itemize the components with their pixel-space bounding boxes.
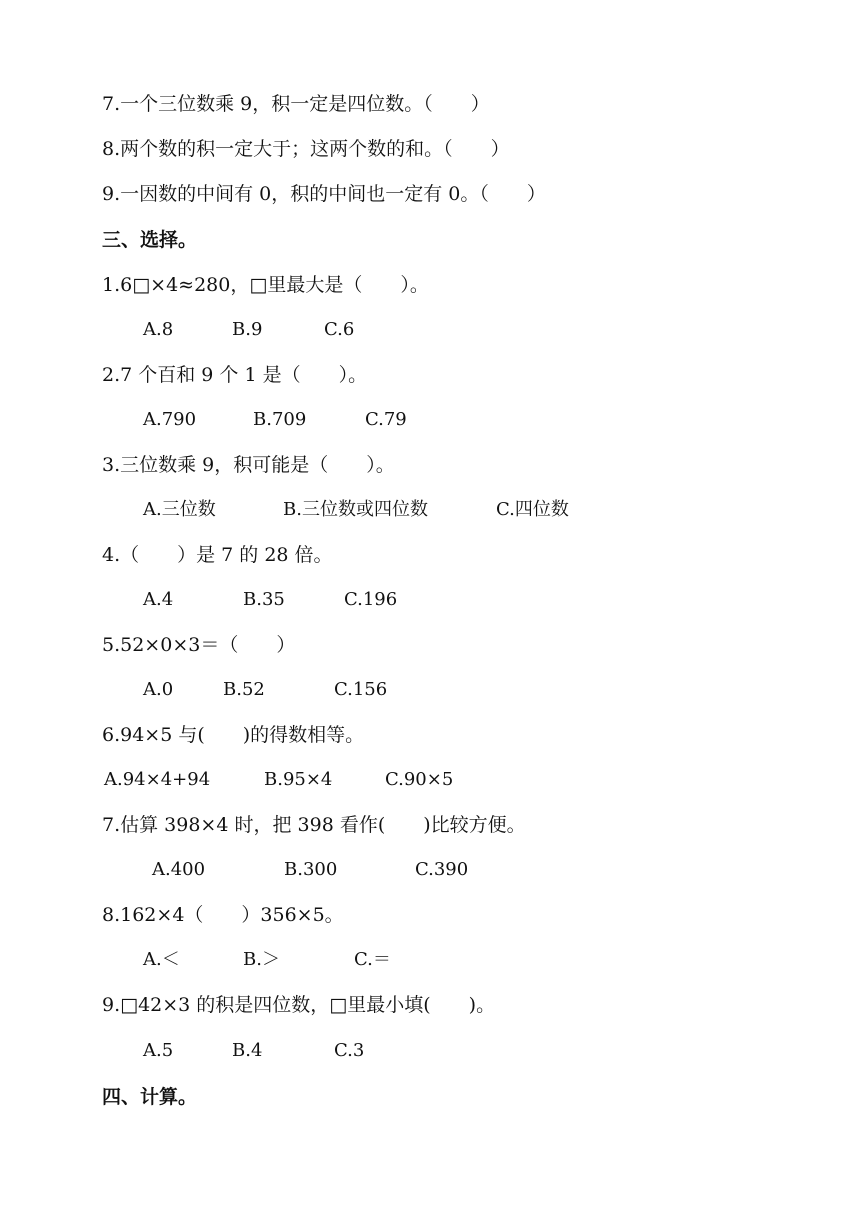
option-3c: C.四位数: [496, 499, 569, 520]
option-2b: B.709: [253, 409, 307, 430]
option-3a: A.三位数: [143, 499, 216, 520]
option-9c: C.3: [334, 1040, 365, 1061]
question-6: 6.94×5 与( )的得数相等。: [102, 724, 365, 746]
option-5a: A.0: [143, 679, 174, 700]
judge-item-9: 9.一因数的中间有 0，积的中间也一定有 0。（ ）: [102, 183, 546, 205]
option-6c: C.90×5: [385, 769, 454, 790]
option-9b: B.4: [232, 1040, 263, 1061]
judge-item-7: 7.一个三位数乘 9，积一定是四位数。（ ）: [102, 93, 490, 115]
question-1: 1.6□×4≈280，□里最大是（ ）。: [102, 274, 429, 296]
option-3b: B.三位数或四位数: [283, 499, 428, 520]
option-8c: C.＝: [354, 949, 391, 970]
question-4: 4.（ ）是 7 的 28 倍。: [102, 544, 333, 566]
option-6a: A.94×4+94: [104, 769, 211, 790]
option-4c: C.196: [344, 589, 398, 610]
option-5b: B.52: [223, 679, 265, 700]
question-5: 5.52×0×3＝（ ）: [102, 634, 296, 656]
option-1b: B.9: [232, 319, 263, 340]
judge-item-8: 8.两个数的积一定大于；这两个数的和。（ ）: [102, 138, 510, 160]
section-heading-calculation: 四、计算。: [102, 1086, 198, 1108]
question-3: 3.三位数乘 9，积可能是（ ）。: [102, 454, 395, 476]
option-1c: C.6: [324, 319, 355, 340]
question-2: 2.7 个百和 9 个 1 是（ ）。: [102, 364, 368, 386]
option-7c: C.390: [415, 859, 469, 880]
option-2c: C.79: [365, 409, 407, 430]
section-heading-choice: 三、选择。: [102, 229, 198, 251]
option-4b: B.35: [243, 589, 285, 610]
option-7b: B.300: [284, 859, 338, 880]
option-4a: A.4: [143, 589, 174, 610]
option-1a: A.8: [143, 319, 174, 340]
option-7a: A.400: [152, 859, 206, 880]
option-6b: B.95×4: [264, 769, 333, 790]
question-9: 9.□42×3 的积是四位数，□里最小填( )。: [102, 994, 496, 1016]
question-7: 7.估算 398×4 时，把 398 看作( )比较方便。: [102, 814, 526, 836]
option-9a: A.5: [143, 1040, 174, 1061]
option-5c: C.156: [334, 679, 388, 700]
option-8a: A.＜: [143, 949, 180, 970]
option-2a: A.790: [143, 409, 197, 430]
question-8: 8.162×4（ ）356×5。: [102, 904, 344, 926]
option-8b: B.＞: [243, 949, 280, 970]
